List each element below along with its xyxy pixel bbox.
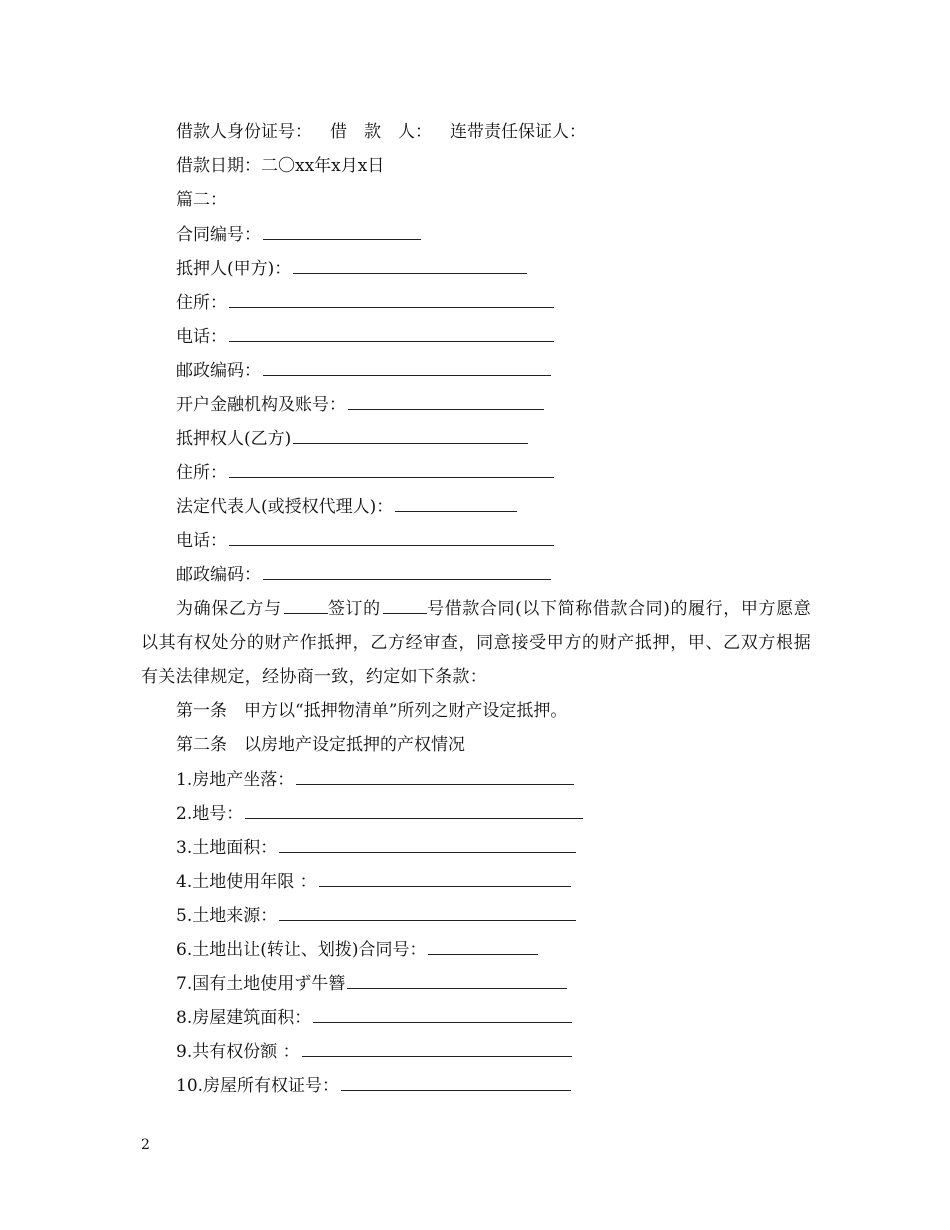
mortgagee-address-line [141, 455, 811, 489]
mortgagor-address-line [141, 285, 811, 319]
borrower-id-label: 借款人身份证号： [176, 122, 312, 142]
item-2 [141, 796, 811, 830]
mortgagee-zip-blank[interactable] [263, 557, 551, 580]
item-7 [141, 966, 811, 1000]
mortgagor-phone-line [141, 319, 811, 353]
mortgagor-phone-blank[interactable] [229, 319, 554, 342]
mortgagee-address-blank[interactable] [229, 455, 554, 478]
item-1-blank[interactable] [296, 762, 574, 785]
item-7-label: 7.国有土地使用ず牛簪 [176, 974, 346, 994]
legal-rep-blank[interactable] [395, 489, 517, 512]
item-2-label: 2.地号： [176, 804, 244, 824]
mortgagor-line [141, 251, 811, 285]
section-title-text: 篇二： [176, 190, 227, 210]
item-8 [141, 1000, 811, 1034]
item-3-label: 3.土地面积： [176, 838, 278, 858]
item-10-label: 10.房屋所有权证号： [176, 1076, 340, 1096]
page-number: 2 [141, 1137, 150, 1153]
contract-number-line [141, 217, 811, 251]
contract-number-label: 合同编号： [176, 225, 261, 245]
bank-account-blank[interactable] [348, 387, 544, 410]
mortgagee-phone-blank[interactable] [229, 523, 554, 546]
signature-line [141, 115, 811, 149]
item-1 [141, 762, 811, 796]
guarantor-label: 连带责任保证人： [450, 122, 586, 142]
document-body [141, 115, 811, 1102]
legal-rep-label: 法定代表人(或授权代理人)： [176, 497, 394, 517]
mortgagee-line [141, 421, 811, 455]
item-1-label: 1.房地产坐落： [176, 770, 295, 790]
bank-account-line [141, 387, 811, 421]
mortgagor-zip-line [141, 353, 811, 387]
item-6-blank[interactable] [428, 932, 538, 955]
item-6-label: 6.土地出让(转让、划拨)合同号： [176, 940, 427, 960]
item-8-label: 8.房屋建筑面积： [176, 1008, 312, 1028]
mortgagor-zip-label: 邮政编码： [176, 361, 261, 381]
mortgagee-zip-line [141, 557, 811, 591]
mortgagee-phone-line [141, 523, 811, 557]
contract-number-blank[interactable] [263, 217, 421, 240]
item-9-label: 9.共有权份额 ： [176, 1042, 300, 1062]
article-2 [141, 728, 811, 762]
item-9 [141, 1034, 811, 1068]
mortgagee-zip-label: 邮政编码： [176, 565, 261, 585]
mortgagor-label: 抵押人(甲方)： [176, 259, 292, 279]
loan-number-blank[interactable] [383, 591, 427, 614]
legal-rep-line [141, 489, 811, 523]
mortgagor-zip-blank[interactable] [263, 353, 551, 376]
article-1 [141, 694, 811, 728]
loan-date-text: 借款日期：二〇xx年x月x日 [176, 156, 385, 176]
item-4-label: 4.土地使用年限 ： [176, 872, 317, 892]
item-7-blank[interactable] [347, 966, 567, 989]
item-4 [141, 864, 811, 898]
preamble-paragraph [141, 591, 811, 694]
item-5-label: 5.土地来源： [176, 906, 278, 926]
item-5 [141, 898, 811, 932]
preamble-part-2: 签订的 [327, 599, 381, 619]
mortgagor-address-blank[interactable] [229, 285, 554, 308]
item-8-blank[interactable] [313, 1000, 572, 1023]
preamble-part-3: 号借款合同(以下简称借款合同)的履行，甲方愿意以其有权处分的财产作抵押，乙方经审查，同意接受甲方的财产抵押，甲、乙双方根据有关法律规定，经协商一致，约定如下条款： [141, 599, 811, 687]
item-6 [141, 932, 811, 966]
mortgagee-address-label: 住所： [176, 463, 227, 483]
item-9-blank[interactable] [302, 1034, 572, 1057]
mortgagee-label: 抵押权人(乙方) [176, 429, 292, 449]
mortgagor-phone-label: 电话： [176, 327, 227, 347]
preamble-part-1: 为确保乙方与 [176, 599, 282, 619]
party-blank[interactable] [284, 591, 328, 614]
loan-date-line [141, 149, 811, 183]
section-title [141, 183, 811, 217]
item-2-blank[interactable] [245, 796, 583, 819]
article-1-text: 第一条 甲方以“抵押物清单”所列之财产设定抵押。 [176, 701, 568, 721]
item-4-blank[interactable] [319, 864, 571, 887]
bank-account-label: 开户金融机构及账号： [176, 395, 346, 415]
article-2-text: 第二条 以房地产设定抵押的产权情况 [176, 735, 465, 755]
item-3-blank[interactable] [279, 830, 576, 853]
mortgagee-blank[interactable] [293, 421, 528, 444]
item-10 [141, 1068, 811, 1102]
item-10-blank[interactable] [341, 1068, 571, 1091]
mortgagor-blank[interactable] [293, 251, 527, 274]
borrower-label: 借 款 人： [330, 122, 432, 142]
item-3 [141, 830, 811, 864]
mortgagee-phone-label: 电话： [176, 531, 227, 551]
mortgagor-address-label: 住所： [176, 293, 227, 313]
item-5-blank[interactable] [279, 898, 576, 921]
